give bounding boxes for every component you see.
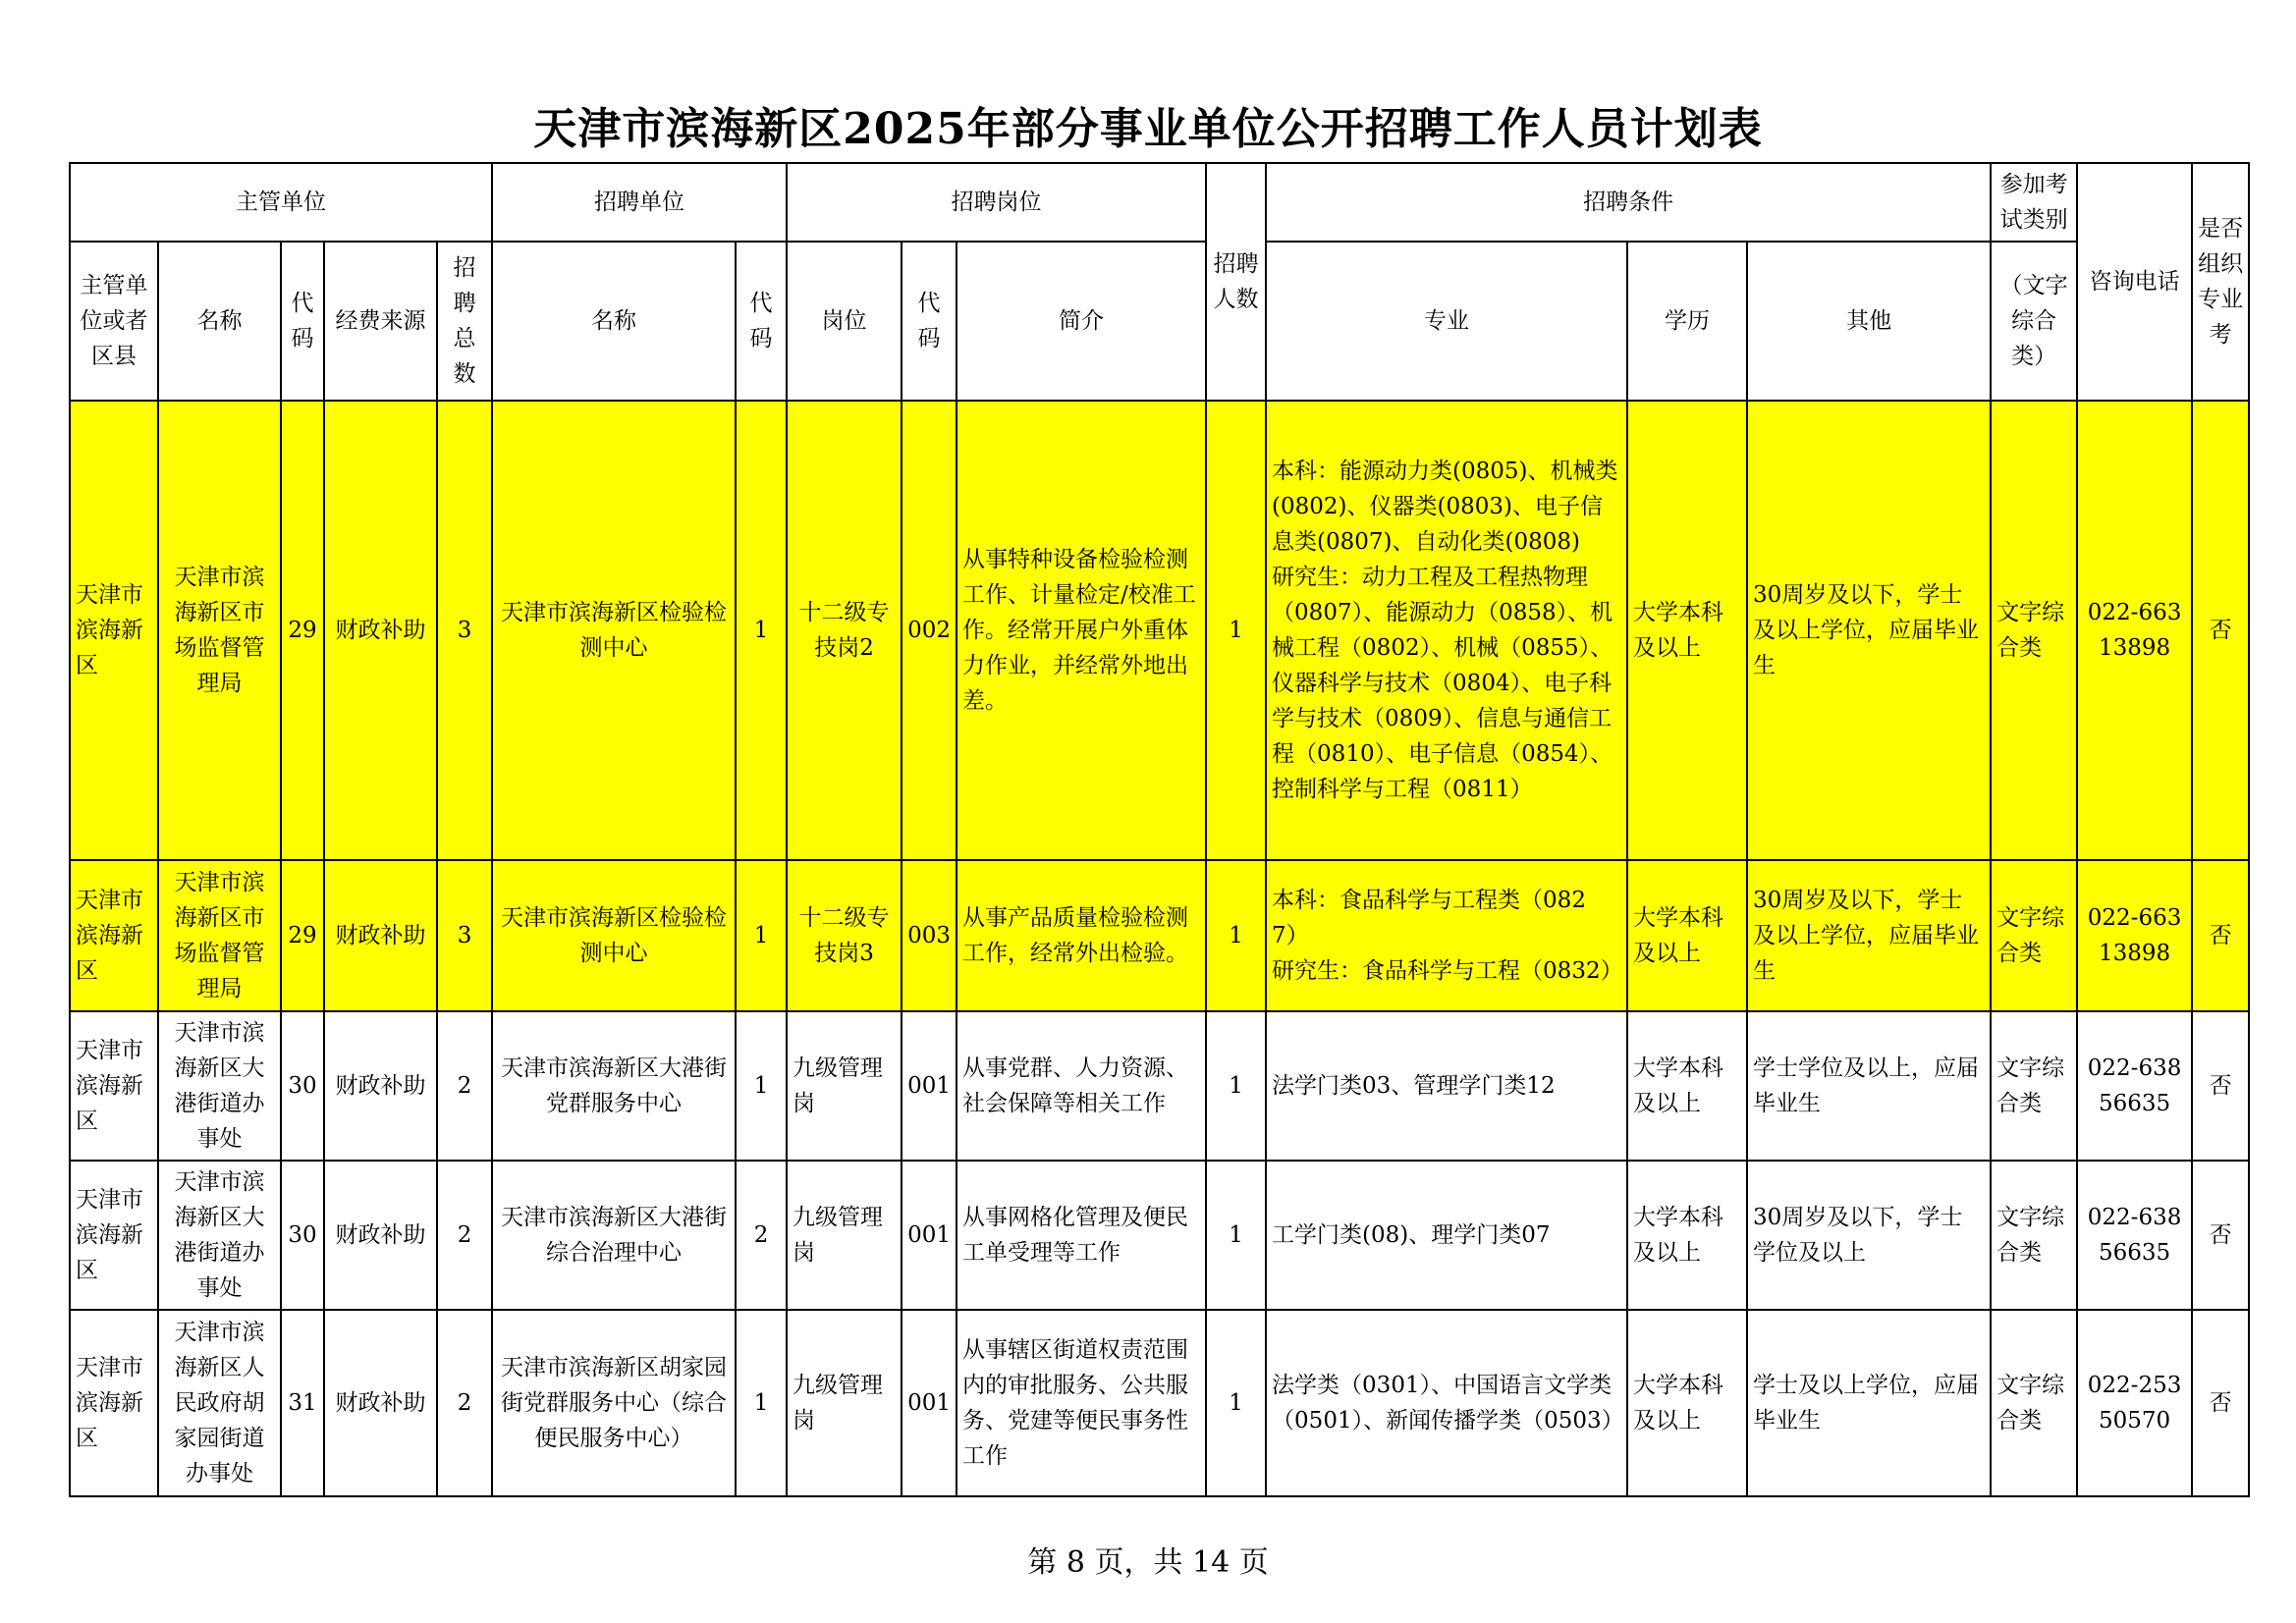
header-total: 招聘总数 xyxy=(437,242,492,401)
cell-count: 1 xyxy=(1206,1310,1266,1496)
header-post-group: 招聘岗位 xyxy=(787,163,1206,242)
header-phone: 咨询电话 xyxy=(2077,163,2192,401)
cell-unit-code: 1 xyxy=(736,1310,787,1496)
cell-organize: 否 xyxy=(2192,1011,2249,1161)
header-exam-sub: （文字综合类） xyxy=(1991,242,2077,401)
cell-funding: 财政补助 xyxy=(324,1011,437,1161)
table-row xyxy=(70,401,2249,860)
page-title: 天津市滨海新区2025年部分事业单位公开招聘工作人员计划表 xyxy=(533,104,1763,154)
cell-post: 十二级专技岗3 xyxy=(787,860,902,1011)
cell-intro: 从事网格化管理及便民工单受理等工作 xyxy=(957,1161,1206,1310)
cell-count: 1 xyxy=(1206,401,1266,860)
page-footer: 第 8 页，共 14 页 xyxy=(1027,1545,1269,1580)
cell-authority: 天津市滨海新区市场监督管理局 xyxy=(158,401,281,860)
cell-major: 法学类（0301）、中国语言文学类（0501）、新闻传播学类（0503） xyxy=(1266,1310,1627,1496)
cell-other: 学士及以上学位，应届毕业生 xyxy=(1747,1310,1991,1496)
cell-post-code: 003 xyxy=(902,860,957,1011)
cell-unit-code: 2 xyxy=(736,1161,787,1310)
cell-authority-code: 31 xyxy=(281,1310,324,1496)
cell-education: 大学本科及以上 xyxy=(1627,1161,1747,1310)
header-other: 其他 xyxy=(1747,242,1991,401)
header-post-intro: 简介 xyxy=(957,242,1206,401)
cell-authority-code: 29 xyxy=(281,401,324,860)
cell-other: 30周岁及以下，学士及以上学位，应届毕业生 xyxy=(1747,860,1991,1011)
cell-major: 本科：食品科学与工程类（0827） 研究生：食品科学与工程（0832） xyxy=(1266,860,1627,1011)
cell-total: 2 xyxy=(437,1011,492,1161)
header-authority-name: 名称 xyxy=(158,242,281,401)
header-unit-code: 代码 xyxy=(736,242,787,401)
cell-post-code: 001 xyxy=(902,1011,957,1161)
header-funding: 经费来源 xyxy=(324,242,437,401)
cell-intro: 从事产品质量检验检测工作，经常外出检验。 xyxy=(957,860,1206,1011)
cell-education: 大学本科及以上 xyxy=(1627,860,1747,1011)
cell-authority-code: 30 xyxy=(281,1161,324,1310)
cell-funding: 财政补助 xyxy=(324,860,437,1011)
cell-intro: 从事辖区街道权责范围内的审批服务、公共服务、党建等便民事务性工作 xyxy=(957,1310,1206,1496)
cell-phone: 022-63856635 xyxy=(2077,1011,2192,1161)
header-recruit-count: 招聘人数 xyxy=(1206,163,1266,401)
cell-district: 天津市滨海新区 xyxy=(70,1161,158,1310)
header-unit-name: 名称 xyxy=(492,242,736,401)
cell-education: 大学本科及以上 xyxy=(1627,401,1747,860)
cell-other: 30周岁及以下，学士学位及以上 xyxy=(1747,1161,1991,1310)
cell-post: 十二级专技岗2 xyxy=(787,401,902,860)
cell-unit-code: 1 xyxy=(736,401,787,860)
cell-exam: 文字综合类 xyxy=(1991,401,2077,860)
cell-organize: 否 xyxy=(2192,860,2249,1011)
cell-unit: 天津市滨海新区大港街党群服务中心 xyxy=(492,1011,736,1161)
cell-organize: 否 xyxy=(2192,1310,2249,1496)
cell-post-code: 001 xyxy=(902,1161,957,1310)
cell-post-code: 001 xyxy=(902,1310,957,1496)
cell-unit: 天津市滨海新区胡家园街党群服务中心（综合便民服务中心） xyxy=(492,1310,736,1496)
cell-exam: 文字综合类 xyxy=(1991,1011,2077,1161)
cell-total: 3 xyxy=(437,860,492,1011)
cell-total: 2 xyxy=(437,1310,492,1496)
cell-total: 2 xyxy=(437,1161,492,1310)
table-row xyxy=(70,1161,2249,1310)
cell-authority: 天津市滨海新区大港街道办事处 xyxy=(158,1161,281,1310)
header-row-groups xyxy=(70,163,2249,242)
cell-other: 学士学位及以上，应届毕业生 xyxy=(1747,1011,1991,1161)
cell-major: 本科：能源动力类(0805)、机械类(0802)、仪器类(0803)、电子信息类(0807)、自动化类(0808) 研究生：动力工程及工程热物理（0807）、能源动力（0858）、机械工程（0802）、机械（0855）、仪器科学与技术（0804）、电子科学与技术（0809）、信息与通信工程（0810）、电子信息（0854）、控制科学与工程（0811） xyxy=(1266,401,1627,860)
header-post-name: 岗位 xyxy=(787,242,902,401)
cell-count: 1 xyxy=(1206,1011,1266,1161)
cell-count: 1 xyxy=(1206,860,1266,1011)
cell-phone: 022-66313898 xyxy=(2077,860,2192,1011)
recruitment-plan-table xyxy=(69,162,2250,1497)
cell-unit: 天津市滨海新区大港街综合治理中心 xyxy=(492,1161,736,1310)
header-authority-group: 主管单位 xyxy=(70,163,492,242)
cell-authority: 天津市滨海新区人民政府胡家园街道办事处 xyxy=(158,1310,281,1496)
cell-phone: 022-25350570 xyxy=(2077,1310,2192,1496)
header-row-columns xyxy=(70,242,2249,401)
header-major: 专业 xyxy=(1266,242,1627,401)
header-district: 主管单位或者区县 xyxy=(70,242,158,401)
cell-district: 天津市滨海新区 xyxy=(70,1310,158,1496)
cell-organize: 否 xyxy=(2192,1161,2249,1310)
cell-district: 天津市滨海新区 xyxy=(70,401,158,860)
cell-authority: 天津市滨海新区大港街道办事处 xyxy=(158,1011,281,1161)
header-unit-group: 招聘单位 xyxy=(492,163,787,242)
cell-funding: 财政补助 xyxy=(324,401,437,860)
cell-education: 大学本科及以上 xyxy=(1627,1310,1747,1496)
cell-major: 工学门类(08)、理学门类07 xyxy=(1266,1161,1627,1310)
cell-exam: 文字综合类 xyxy=(1991,1310,2077,1496)
cell-funding: 财政补助 xyxy=(324,1161,437,1310)
cell-post: 九级管理岗 xyxy=(787,1161,902,1310)
cell-district: 天津市滨海新区 xyxy=(70,860,158,1011)
cell-major: 法学门类03、管理学门类12 xyxy=(1266,1011,1627,1161)
cell-count: 1 xyxy=(1206,1161,1266,1310)
header-organize: 是否组织专业考 xyxy=(2192,163,2249,401)
cell-unit-code: 1 xyxy=(736,860,787,1011)
header-authority-code: 代码 xyxy=(281,242,324,401)
cell-post: 九级管理岗 xyxy=(787,1310,902,1496)
cell-unit: 天津市滨海新区检验检测中心 xyxy=(492,401,736,860)
cell-district: 天津市滨海新区 xyxy=(70,1011,158,1161)
cell-phone: 022-66313898 xyxy=(2077,401,2192,860)
cell-other: 30周岁及以下，学士及以上学位，应届毕业生 xyxy=(1747,401,1991,860)
cell-unit-code: 1 xyxy=(736,1011,787,1161)
cell-post-code: 002 xyxy=(902,401,957,860)
cell-intro: 从事特种设备检验检测工作、计量检定/校准工作。经常开展户外重体力作业，并经常外地出差。 xyxy=(957,401,1206,860)
cell-exam: 文字综合类 xyxy=(1991,1161,2077,1310)
header-education: 学历 xyxy=(1627,242,1747,401)
header-conditions-group: 招聘条件 xyxy=(1266,163,1991,242)
cell-exam: 文字综合类 xyxy=(1991,860,2077,1011)
table-row xyxy=(70,1011,2249,1161)
table-row xyxy=(70,860,2249,1011)
cell-organize: 否 xyxy=(2192,401,2249,860)
table-row xyxy=(70,1310,2249,1496)
header-exam-type: 参加考试类别 xyxy=(1991,163,2077,242)
cell-intro: 从事党群、人力资源、社会保障等相关工作 xyxy=(957,1011,1206,1161)
cell-post: 九级管理岗 xyxy=(787,1011,902,1161)
cell-authority-code: 30 xyxy=(281,1011,324,1161)
cell-authority: 天津市滨海新区市场监督管理局 xyxy=(158,860,281,1011)
cell-education: 大学本科及以上 xyxy=(1627,1011,1747,1161)
table-body xyxy=(70,401,2249,1496)
cell-phone: 022-63856635 xyxy=(2077,1161,2192,1310)
cell-authority-code: 29 xyxy=(281,860,324,1011)
cell-funding: 财政补助 xyxy=(324,1310,437,1496)
header-post-code: 代码 xyxy=(902,242,957,401)
cell-unit: 天津市滨海新区检验检测中心 xyxy=(492,860,736,1011)
cell-total: 3 xyxy=(437,401,492,860)
